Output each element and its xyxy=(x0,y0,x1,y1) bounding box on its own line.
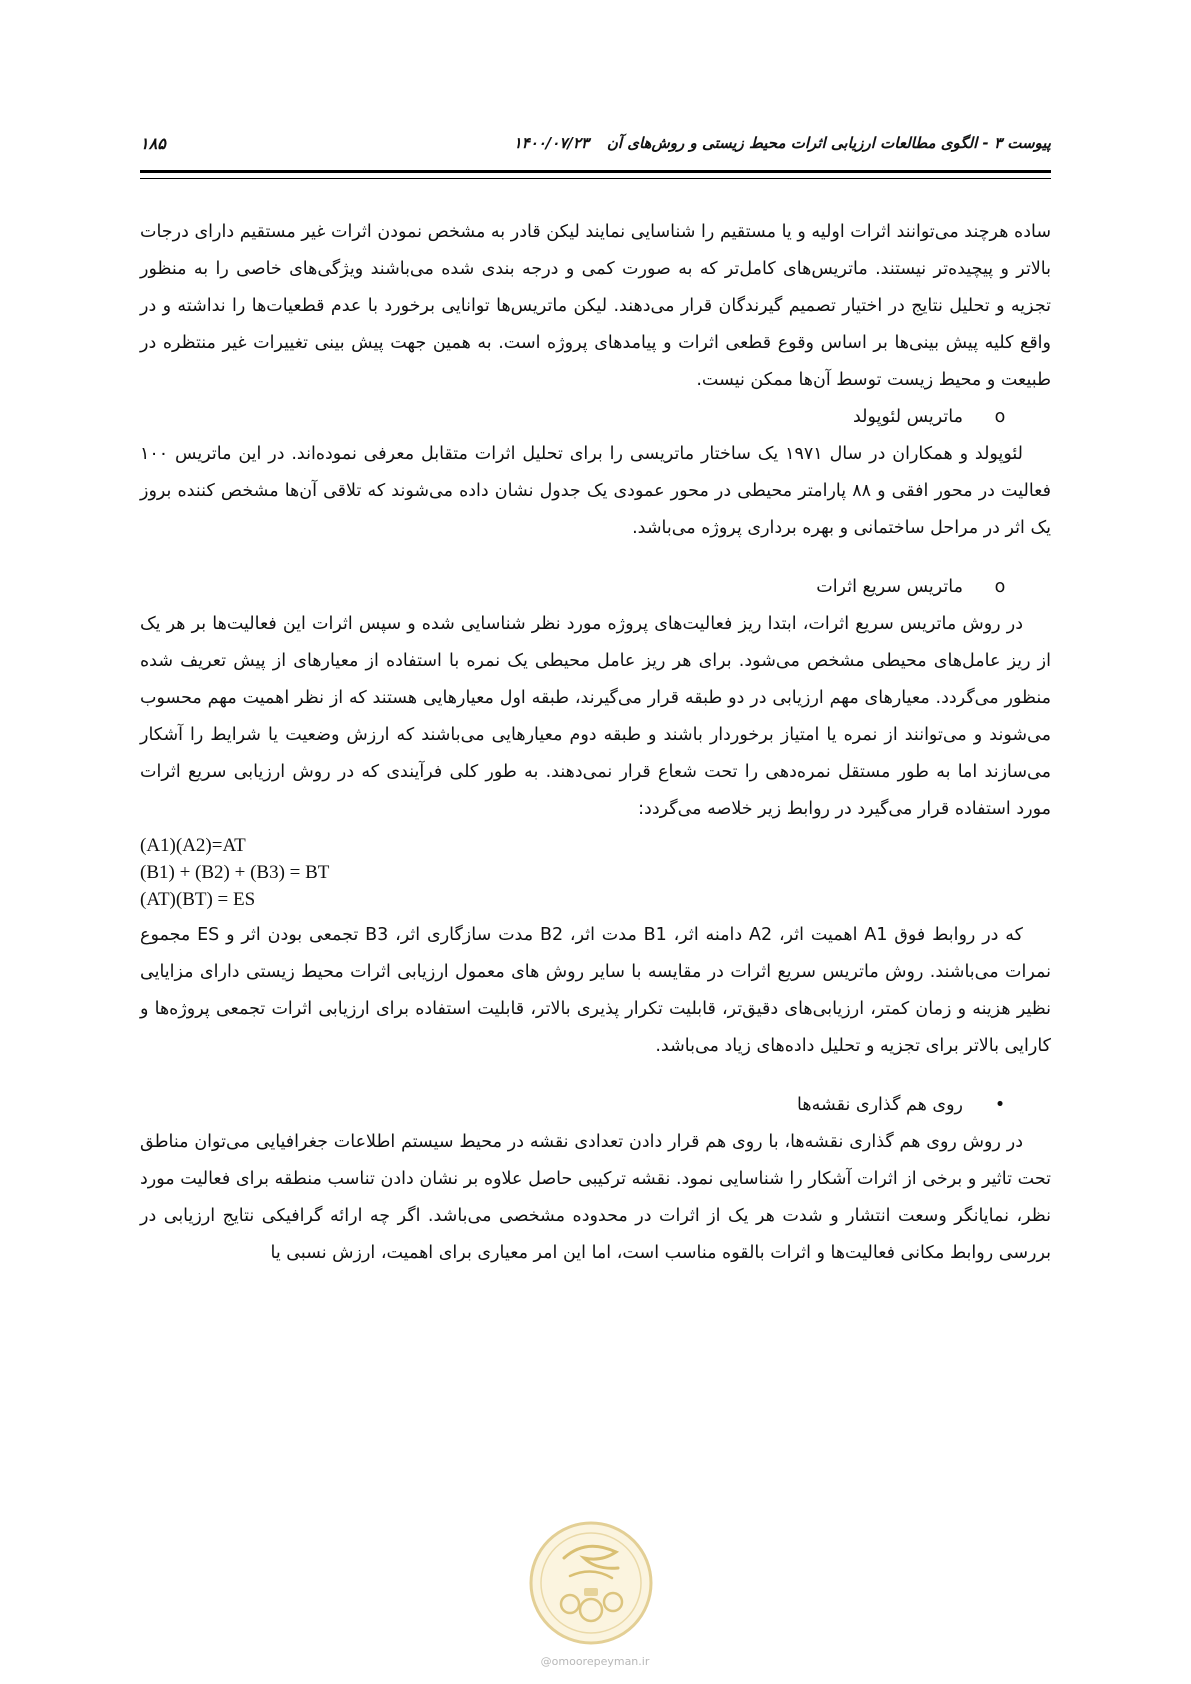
subheading-map-overlay-label: روی هم گذاری نقشه‌ها xyxy=(797,1095,963,1115)
paragraph-intro: ساده هرچند می‌توانند اثرات اولیه و یا مستقیم را شناسایی نمایند لیکن قادر به مشخص نمودن اثرات غیر مستقیم دارای درجات بالاتر و پیچیده‌تر نیستند. ماتریس‌های کامل‌تر که به صورت کمی و درجه بندی شده می‌باشند ویژگی‌های خاصی را به منظور تجزیه و تحلیل نتایج در اختیار تصمیم گیرندگان قرار می‌دهند. لیکن ماتریس‌ها توانایی برخورد با عدم قطعیات‌ها را نداشته و در واقع کلیه پیش بینی‌ها بر اساس وقوع قطعی اثرات و پیامدهای پروژه است. به همین جهت پیش بینی تغییرات غیر منتظره در طبیعت و محیط زیست توسط آن‌ها ممکن نیست. xyxy=(140,222,1051,390)
formula-es: (AT)(BT) = ES xyxy=(140,889,256,910)
paragraph-formula-explanation: که در روابط فوق A1 اهمیت اثر، A2 دامنه اثر، B1 مدت اثر، B2 مدت سازگاری اثر، B3 تجمعی بودن اثر و ES مجموع نمرات می‌باشند. روش ماتریس سریع اثرات در مقایسه با سایر روش های معمول ارزیابی اثرات محیط زیستی دارای مزایایی نظیر هزینه و زمان کمتر، ارزیابی‌های دقیق‌تر، قابلیت تکرار پذیری بالاتر، قابلیت استفاده برای ارزیابی اثرات تجمعی پروژه‌ها و کارایی بالاتر برای تجزیه و تحلیل داده‌های زیاد می‌باشد. xyxy=(140,925,1051,1056)
paragraph-map-overlay: در روش روی هم گذاری نقشه‌ها، با روی هم قرار دادن تعدادی نقشه در محیط سیستم اطلاعات جغرافیایی می‌توان مناطق تحت تاثیر و برخی از اثرات آشکار را شناسایی نمود. نقشه ترکیبی حاصل علاوه بر نشان دادن تناسب منطقه برای فعالیت مورد نظر، نمایانگر وسعت انتشار و شدت هر یک از اثرات در محدوده مشخصی می‌باشد. اگر چه ارائه گرافیکی نتایج ارزیابی در بررسی روابط مکانی فعالیت‌ها و اثرات بالقوه مناسب است، اما این امر معیاری برای اهمیت، ارزش نسبی یا xyxy=(140,1132,1051,1263)
subheading-leopold xyxy=(140,399,1051,436)
formula-block xyxy=(140,832,1051,913)
page-number: ۱۸۵ xyxy=(140,134,166,153)
watermark-url: @omoorepeyman.ir xyxy=(540,1655,650,1668)
formula-bt: (B1) + (B2) + (B3) = BT xyxy=(140,862,330,883)
watermark-logo xyxy=(526,1518,656,1648)
subheading-leopold-label: ماتریس لئوپولد xyxy=(852,407,963,427)
body-text xyxy=(140,214,1051,1272)
running-header xyxy=(140,128,1051,168)
spacer xyxy=(140,1065,1051,1087)
seal-icon xyxy=(526,1518,656,1648)
hollow-bullet-icon: o xyxy=(994,577,1006,597)
filled-bullet-icon: • xyxy=(994,1095,1006,1115)
subheading-map-overlay xyxy=(140,1087,1051,1124)
header-rule-thick xyxy=(140,170,1051,173)
subheading-rapid-matrix xyxy=(140,569,1051,606)
header-rule-thin xyxy=(140,178,1051,179)
hollow-bullet-icon: o xyxy=(994,407,1006,427)
paragraph-rapid-matrix: در روش ماتریس سریع اثرات، ابتدا ریز فعالیت‌های پروژه مورد نظر شناسایی شده و سپس اثرات این فعالیت‌ها بر هر یک از ریز عامل‌های محیطی مشخص می‌شود. برای هر ریز عامل محیطی یک نمره با استفاده از معیارهای از پیش تعریف شده منظور می‌گردد. معیارهای مهم ارزیابی در دو طبقه قرار می‌گیرند، طبقه اول معیارهایی هستند که از نظر اهمیت مهم محسوب می‌شوند و می‌توانند از نمره یا امتیاز برخوردار باشند و طبقه دوم معیارهایی می‌باشند که ارزش وضعیت یا شرایط را آشکار می‌سازند اما به طور مستقل نمره‌دهی را تحت شعاع قرار نمی‌دهند. به طور کلی فرآیندی که در روش ارزیابی سریع اثرات مورد استفاده قرار می‌گیرد در روابط زیر خلاصه می‌گردد: xyxy=(140,614,1051,819)
header-date: ۱۴۰۰/۰۷/۲۳ xyxy=(513,134,589,152)
subheading-rapid-matrix-label: ماتریس سریع اثرات xyxy=(816,577,963,597)
spacer xyxy=(140,547,1051,569)
formula-at: (A1)(A2)=AT xyxy=(140,835,246,856)
header-title: پیوست ۳ - الگوی مطالعات ارزیابی اثرات محیط زیستی و روش‌های آن xyxy=(606,134,1051,152)
paragraph-leopold: لئوپولد و همکاران در سال ۱۹۷۱ یک ساختار ماتریسی را برای تحلیل اثرات متقابل معرفی نموده‌اند. در این ماتریس ۱۰۰ فعالیت در محور افقی و ۸۸ پارامتر محیطی در محور عمودی یک جدول نشان داده می‌شوند که تلاقی آن‌ها مشخص کننده بروز یک اثر در مراحل ساختمانی و بهره برداری پروژه می‌باشد. xyxy=(140,444,1051,538)
